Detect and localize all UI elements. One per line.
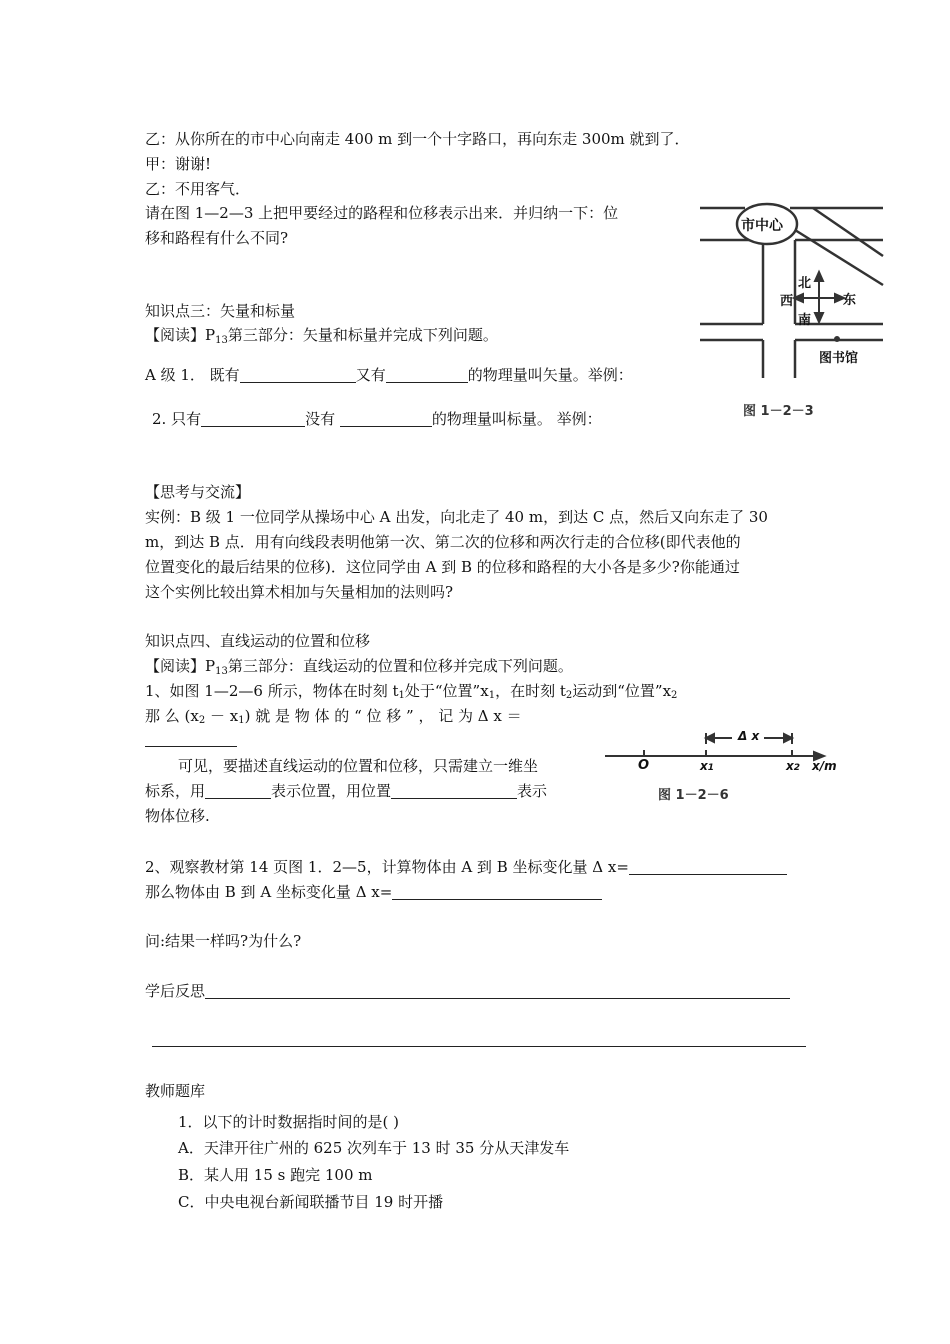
displacement-position-blank[interactable] <box>391 782 517 799</box>
kp4-title: 知识点四、直线运动的位置和位移 <box>145 632 371 650</box>
visible-b2: 表示位置，用位置 <box>271 782 392 800</box>
think-title: 【思考与交流】 <box>145 483 251 501</box>
bank-option-b: B．某人用 15 s 跑完 100 m <box>178 1166 373 1184</box>
delta-x-label: Δ x <box>738 729 760 743</box>
q2-mid: 没有 <box>305 410 336 428</box>
visible-line-3: 物体位移. <box>145 807 210 825</box>
think-line-2: m，到达 B 点．用有向线段表明他第一次、第二次的位移和两次行走的合位移(即代表他的 <box>145 533 741 551</box>
think-line-4: 这个实例比较出算术相加与矢量相加的法则吗? <box>145 583 454 601</box>
dialog-yi-welcome: 乙：不用客气． <box>145 180 251 198</box>
x2-sub: 2 <box>793 763 801 773</box>
kp3-title: 知识点三：矢量和标量 <box>145 302 296 320</box>
kp3-q2 <box>152 408 602 430</box>
reflection-blank[interactable] <box>205 982 790 999</box>
q1-mid: 又有 <box>355 366 386 384</box>
visible-line-1: 可见，要描述直线运动的位置和位移，只需建立一维坐 <box>178 757 539 775</box>
q1-text-d: 运动到“位置”x <box>572 682 672 700</box>
x1-text: x <box>700 759 708 773</box>
compass-north: 北 <box>798 276 812 291</box>
scalar-blank-1[interactable] <box>201 410 305 427</box>
dialog-yi-directions: 乙：从你所在的市中心向南走 400 m 到一个十字路口，再向东走 300m 就到了． <box>145 130 690 148</box>
figure-map <box>695 160 895 430</box>
x2-label <box>786 759 800 773</box>
dialog-jia-thanks: 甲：谢谢! <box>145 155 212 173</box>
visible-b1: 标系，用 <box>145 782 206 800</box>
map-library-label: 图书馆 <box>819 351 859 366</box>
kp4-q1-line-1 <box>145 680 677 707</box>
position-blank[interactable] <box>205 782 271 799</box>
figure-1-2-3-caption: 图 1－2－3 <box>743 404 814 419</box>
figure-axis <box>600 728 850 808</box>
compass-west: 西 <box>780 294 794 309</box>
x1-label <box>700 759 714 773</box>
figure-1-2-6-caption: 图 1－2－6 <box>658 788 729 803</box>
bank-q1: 1．以下的计时数据指时间的是( ) <box>178 1113 400 1131</box>
read-rest: 第三部分：矢量和标量并完成下列问题。 <box>227 326 498 344</box>
axis-label: x/m <box>812 759 837 773</box>
visible-line-2 <box>145 780 547 802</box>
bank-option-c: C．中央电视台新闻联播节目 19 时开播 <box>178 1193 444 1211</box>
kp4-q2-line-1 <box>145 856 787 878</box>
displacement-blank[interactable] <box>145 746 237 747</box>
q1-line2-sub-1: 2 <box>198 715 206 726</box>
think-line-3: 位置变化的最后结果的位移)．这位同学由 A 到 B 的位移和路程的大小各是多少?你能通过 <box>145 558 740 576</box>
q1-line2-b: － x <box>205 707 239 725</box>
origin-label: O <box>638 758 650 773</box>
q1-suffix: 的物理量叫矢量。举例： <box>467 366 633 384</box>
reflection-blank-2[interactable] <box>152 1046 806 1047</box>
reflection-label: 学后反思 <box>145 982 206 1000</box>
q1-line2-sub-2: 1 <box>238 715 245 726</box>
vector-blank-2[interactable] <box>386 366 468 383</box>
kp4-q2-line-2 <box>145 881 602 903</box>
x2-text: x <box>786 759 794 773</box>
think-line-1: 实例：B 级 1 一位同学从操场中心 A 出发，向北走了 40 m，到达 C 点，然后又向东走了 30 <box>145 508 768 526</box>
read-rest: 第三部分：直线运动的位置和位移并完成下列问题。 <box>227 657 573 675</box>
read-page: P <box>205 657 216 675</box>
read-tag: 【阅读】 <box>145 657 206 675</box>
read-page-sub: 13 <box>215 335 228 346</box>
q1-text-c: ，在时刻 t <box>495 682 566 700</box>
read-tag: 【阅读】 <box>145 326 206 344</box>
read-page-sub: 13 <box>215 666 228 677</box>
task-line-1: 请在图 1—2—3 上把甲要经过的路程和位移表示出来．并归纳一下：位 <box>145 204 619 222</box>
kp3-read <box>145 324 498 352</box>
scalar-blank-2[interactable] <box>340 410 432 427</box>
q2-line2-text: 那么物体由 B 到 A 坐标变化量 Δ x= <box>145 883 393 901</box>
map-center-label: 市中心 <box>741 218 783 234</box>
q1-text-a: 1、如图 1—2—6 所示，物体在时刻 t <box>145 682 399 700</box>
reflection-line <box>145 980 790 1002</box>
kp4-q1-line-2 <box>145 705 522 732</box>
q1-line2-c: ) 就 是 物 体 的 “ 位 移 ” ， 记 为 Δ x ＝ <box>244 707 522 725</box>
compass-east: 东 <box>843 293 857 308</box>
x1-sub: 1 <box>707 763 715 773</box>
kp3-q1 <box>145 364 633 386</box>
task-line-2: 移和路程有什么不同? <box>145 229 289 247</box>
q2-line1-text: 2、观察教材第 14 页图 1．2—5，计算物体由 A 到 B 坐标变化量 Δ x= <box>145 858 629 876</box>
q1-sub-3: 2 <box>565 690 573 701</box>
delta-x-ba-blank[interactable] <box>392 883 602 900</box>
q1-sub-2: 1 <box>488 690 496 701</box>
delta-x-ab-blank[interactable] <box>629 858 787 875</box>
question-same-result: 问:结果一样吗?为什么? <box>145 932 302 950</box>
bank-title: 教师题库 <box>145 1082 206 1100</box>
read-page: P <box>205 326 216 344</box>
q1-prefix: A 级 1． 既有 <box>145 366 240 384</box>
kp4-read <box>145 655 573 683</box>
visible-b3: 表示 <box>517 782 548 800</box>
q1-sub-4: 2 <box>671 690 678 701</box>
q2-suffix: 的物理量叫标量。 举例： <box>431 410 602 428</box>
q1-sub-1: 1 <box>398 690 405 701</box>
compass-south: 南 <box>798 313 812 328</box>
q1-line2-a: 那 么 (x <box>145 707 199 725</box>
q1-text-b: 处于“位置”x <box>404 682 489 700</box>
bank-option-a: A．天津开往广州的 625 次列车于 13 时 35 分从天津发车 <box>178 1139 570 1157</box>
q2-prefix: 2. 只有 <box>152 410 202 428</box>
vector-blank-1[interactable] <box>240 366 356 383</box>
